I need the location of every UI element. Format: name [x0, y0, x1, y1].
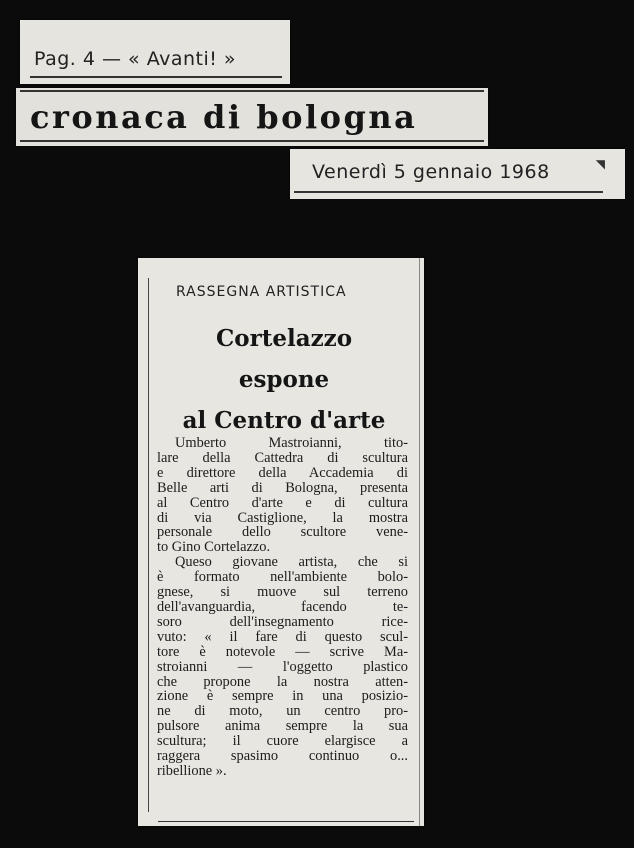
- body-line: di via Castiglione, la mostra: [157, 509, 408, 526]
- article-headline: [154, 318, 414, 441]
- body-line: ne di moto, un centro pro-: [157, 703, 408, 720]
- section-title-strip: [16, 88, 488, 146]
- headline-line: Cortelazzo: [215, 325, 353, 352]
- body-line: Umberto Mastroianni, tito-: [175, 435, 408, 451]
- body-line: scultura; il cuore elargisce a: [157, 733, 408, 750]
- article-kicker: RASSEGNA ARTISTICA: [176, 284, 347, 300]
- page-line: Pag. 4 — « Avanti! »: [34, 48, 237, 70]
- body-line: dell'avanguardia, facendo te-: [157, 598, 408, 615]
- headline-line: espone: [238, 366, 330, 393]
- body-line: è formato nell'ambiente bolo-: [157, 569, 408, 586]
- body-line: Queso giovane artista, che si: [175, 554, 408, 571]
- divider: [30, 76, 282, 78]
- body-line: pulsore anima sempre la sua: [157, 718, 408, 735]
- divider: [20, 140, 484, 142]
- divider: [158, 821, 414, 822]
- body-line: e direttore della Accademia di: [157, 464, 408, 481]
- body-line: tore è notevole — scrive Ma-: [157, 643, 408, 660]
- body-line: soro dell'insegnamento rice-: [157, 613, 408, 630]
- newspaper-page-strip: [20, 20, 290, 84]
- headline-line: al Centro d'arte: [182, 407, 386, 434]
- divider: [294, 191, 603, 193]
- body-line: gnese, si muove sul terreno: [157, 584, 408, 601]
- body-line: ribellione ».: [157, 762, 227, 779]
- column-edge: [419, 258, 420, 826]
- article-clipping: [138, 258, 424, 826]
- section-title: cronaca di bologna: [30, 98, 418, 136]
- body-line: raggera spasimo continuo o...: [157, 748, 408, 765]
- body-line: personale dello scultore vene-: [157, 524, 408, 541]
- body-line: lare della Cattedra di scultura: [157, 449, 408, 466]
- date-strip: [290, 149, 625, 199]
- corner-mark-icon: ◥: [595, 157, 605, 171]
- divider: [20, 90, 484, 92]
- body-line: che propone la nostra atten-: [157, 673, 408, 690]
- publication-date: Venerdì 5 gennaio 1968: [312, 161, 550, 183]
- body-line: zione è sempre in una posizio-: [157, 688, 408, 705]
- body-line: vuto: « il fare di questo scul-: [157, 628, 408, 645]
- body-line: to Gino Cortelazzo.: [157, 539, 271, 556]
- column-rule: [148, 278, 149, 812]
- article-body: [157, 436, 408, 779]
- body-line: stroianni — l'oggetto plastico: [157, 658, 408, 675]
- body-line: Belle arti di Bologna, presenta: [157, 479, 408, 496]
- body-line: al Centro d'arte e di cultura: [157, 494, 408, 511]
